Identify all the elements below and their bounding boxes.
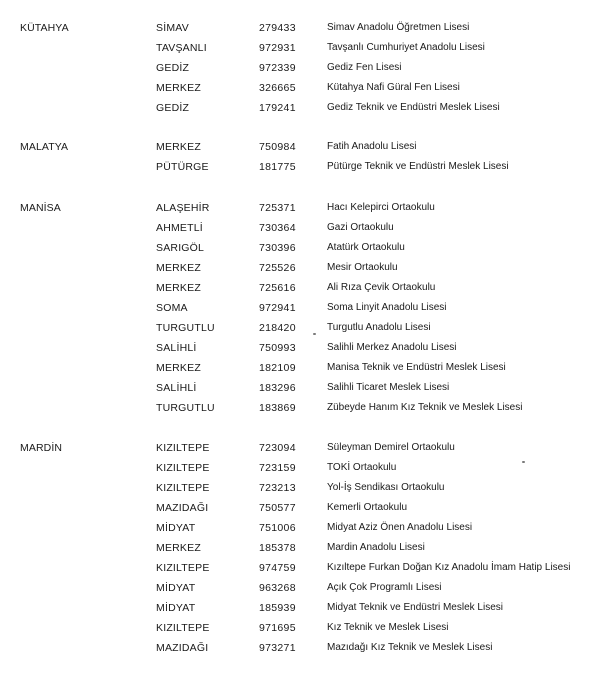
school-name: Soma Linyit Anadolu Lisesi: [327, 301, 447, 313]
school-name: Salihli Ticaret Meslek Lisesi: [327, 381, 450, 393]
school-name: Yol-İş Sendikası Ortaokulu: [327, 481, 445, 493]
table-row: [0, 438, 600, 458]
district-name: PÜTÜRGE: [156, 160, 209, 173]
institution-code: 185378: [259, 541, 296, 554]
district-name: SİMAV: [156, 22, 189, 34]
school-name: Tavşanlı Cumhuriyet Anadolu Lisesi: [327, 42, 485, 53]
school-name: Midyat Teknik ve Endüstri Meslek Lisesi: [327, 601, 503, 613]
table-row: [0, 18, 600, 38]
table-row: [0, 218, 600, 238]
district-name: MİDYAT: [156, 521, 196, 534]
institution-code: 750993: [259, 341, 296, 354]
institution-code: 750984: [259, 141, 296, 153]
table-row: [0, 558, 600, 578]
table-row: [0, 298, 600, 318]
school-name: Manisa Teknik ve Endüstri Meslek Lisesi: [327, 361, 506, 373]
school-name: Midyat Aziz Önen Anadolu Lisesi: [327, 521, 473, 533]
scan-speck: [313, 333, 316, 335]
table-row: [0, 378, 600, 398]
province-name: MARDİN: [20, 442, 63, 454]
table-row: [0, 538, 600, 558]
table-row: [0, 478, 600, 498]
school-name: Hacı Kelepirci Ortaokulu: [327, 202, 435, 213]
institution-code: 723094: [259, 442, 296, 454]
institution-code: 181775: [259, 160, 296, 173]
institution-code: 750577: [259, 501, 296, 514]
school-name: Kızıltepe Furkan Doğan Kız Anadolu İmam Hatip Lisesi: [327, 561, 571, 573]
district-name: MERKEZ: [156, 361, 201, 374]
institution-code: 183869: [259, 401, 296, 414]
district-name: TAVŞANLI: [156, 42, 207, 54]
institution-code: 723159: [259, 461, 296, 474]
school-name: Kemerli Ortaokulu: [327, 501, 408, 513]
table-row: [0, 358, 600, 378]
institution-code: 972941: [259, 301, 296, 314]
district-name: KIZILTEPE: [156, 481, 210, 494]
district-name: MERKEZ: [156, 281, 201, 294]
table-row: [0, 157, 600, 177]
table-row: [0, 598, 600, 618]
province-name: MALATYA: [20, 141, 69, 153]
institution-code: 751006: [259, 521, 296, 534]
district-name: SARIGÖL: [156, 241, 205, 254]
school-name: Mesir Ortaokulu: [327, 261, 398, 273]
institution-code: 326665: [259, 81, 296, 94]
district-name: AHMETLİ: [156, 221, 203, 234]
school-name: Gazi Ortaokulu: [327, 221, 394, 233]
institution-code: 972931: [259, 42, 296, 54]
school-name: Kız Teknik ve Meslek Lisesi: [327, 621, 449, 633]
province-name: MANİSA: [20, 202, 61, 214]
district-name: MAZIDAĞI: [156, 641, 209, 654]
table-row: [0, 98, 600, 118]
school-name: Açık Çok Programlı Lisesi: [327, 581, 442, 593]
institution-code: 730396: [259, 241, 296, 254]
institution-code: 725371: [259, 202, 296, 214]
school-name: Zübeyde Hanım Kız Teknik ve Meslek Lisesi: [327, 401, 523, 413]
district-name: GEDİZ: [156, 101, 190, 114]
table-row: [0, 78, 600, 98]
district-name: KIZILTEPE: [156, 561, 210, 574]
district-name: MİDYAT: [156, 581, 196, 594]
table-row: [0, 137, 600, 157]
table-row: [0, 198, 600, 218]
institution-code: 730364: [259, 221, 296, 234]
district-name: TURGUTLU: [156, 321, 215, 334]
school-name: Gediz Fen Lisesi: [327, 61, 402, 73]
district-name: ALAŞEHİR: [156, 202, 210, 214]
table-row: [0, 578, 600, 598]
school-name: Gediz Teknik ve Endüstri Meslek Lisesi: [327, 101, 500, 113]
school-name: Pütürge Teknik ve Endüstri Meslek Lisesi: [327, 160, 509, 172]
institution-code: 182109: [259, 361, 296, 374]
school-name: Turgutlu Anadolu Lisesi: [327, 321, 431, 333]
district-name: MERKEZ: [156, 261, 201, 274]
institution-code: 723213: [259, 481, 296, 494]
table-row: [0, 518, 600, 538]
school-name: Kütahya Nafi Güral Fen Lisesi: [327, 81, 460, 93]
district-name: KIZILTEPE: [156, 442, 210, 454]
table-row: [0, 398, 600, 418]
table-row: [0, 58, 600, 78]
institution-code: 185939: [259, 601, 296, 614]
district-name: GEDİZ: [156, 61, 190, 74]
district-name: SALİHLİ: [156, 381, 197, 394]
table-row: [0, 618, 600, 638]
district-name: MERKEZ: [156, 81, 201, 94]
district-name: SALİHLİ: [156, 341, 197, 354]
district-name: KIZILTEPE: [156, 621, 210, 634]
district-name: MİDYAT: [156, 601, 196, 614]
table-row: [0, 38, 600, 58]
school-name: Süleyman Demirel Ortaokulu: [327, 442, 455, 453]
institution-code: 183296: [259, 381, 296, 394]
school-name: Salihli Merkez Anadolu Lisesi: [327, 341, 457, 353]
district-name: TURGUTLU: [156, 401, 215, 414]
district-name: MERKEZ: [156, 141, 201, 153]
institution-code: 279433: [259, 22, 296, 34]
scan-speck: [522, 461, 525, 463]
institution-code: 971695: [259, 621, 296, 634]
institution-code: 179241: [259, 101, 296, 114]
table-row: [0, 238, 600, 258]
school-name: Fatih Anadolu Lisesi: [327, 141, 417, 152]
table-row: [0, 458, 600, 478]
institution-code: 725616: [259, 281, 296, 294]
district-name: KIZILTEPE: [156, 461, 210, 474]
table-row: [0, 638, 600, 658]
table-row: [0, 498, 600, 518]
district-name: MERKEZ: [156, 541, 201, 554]
institution-code: 725526: [259, 261, 296, 274]
table-row: [0, 318, 600, 338]
school-name: Simav Anadolu Öğretmen Lisesi: [327, 22, 470, 33]
table-row: [0, 278, 600, 298]
school-name: Mardin Anadolu Lisesi: [327, 541, 425, 553]
table-row: [0, 258, 600, 278]
institution-code: 963268: [259, 581, 296, 594]
province-name: KÜTAHYA: [20, 22, 69, 34]
institution-code: 974759: [259, 561, 296, 574]
table-row: [0, 338, 600, 358]
institution-code: 218420: [259, 321, 296, 334]
school-name: Mazıdağı Kız Teknik ve Meslek Lisesi: [327, 641, 493, 653]
district-name: MAZIDAĞI: [156, 501, 209, 514]
institution-code: 973271: [259, 641, 296, 654]
school-name: TOKİ Ortaokulu: [327, 461, 397, 473]
institution-code: 972339: [259, 61, 296, 74]
district-name: SOMA: [156, 301, 188, 314]
school-name: Atatürk Ortaokulu: [327, 241, 405, 253]
school-name: Ali Rıza Çevik Ortaokulu: [327, 281, 436, 293]
